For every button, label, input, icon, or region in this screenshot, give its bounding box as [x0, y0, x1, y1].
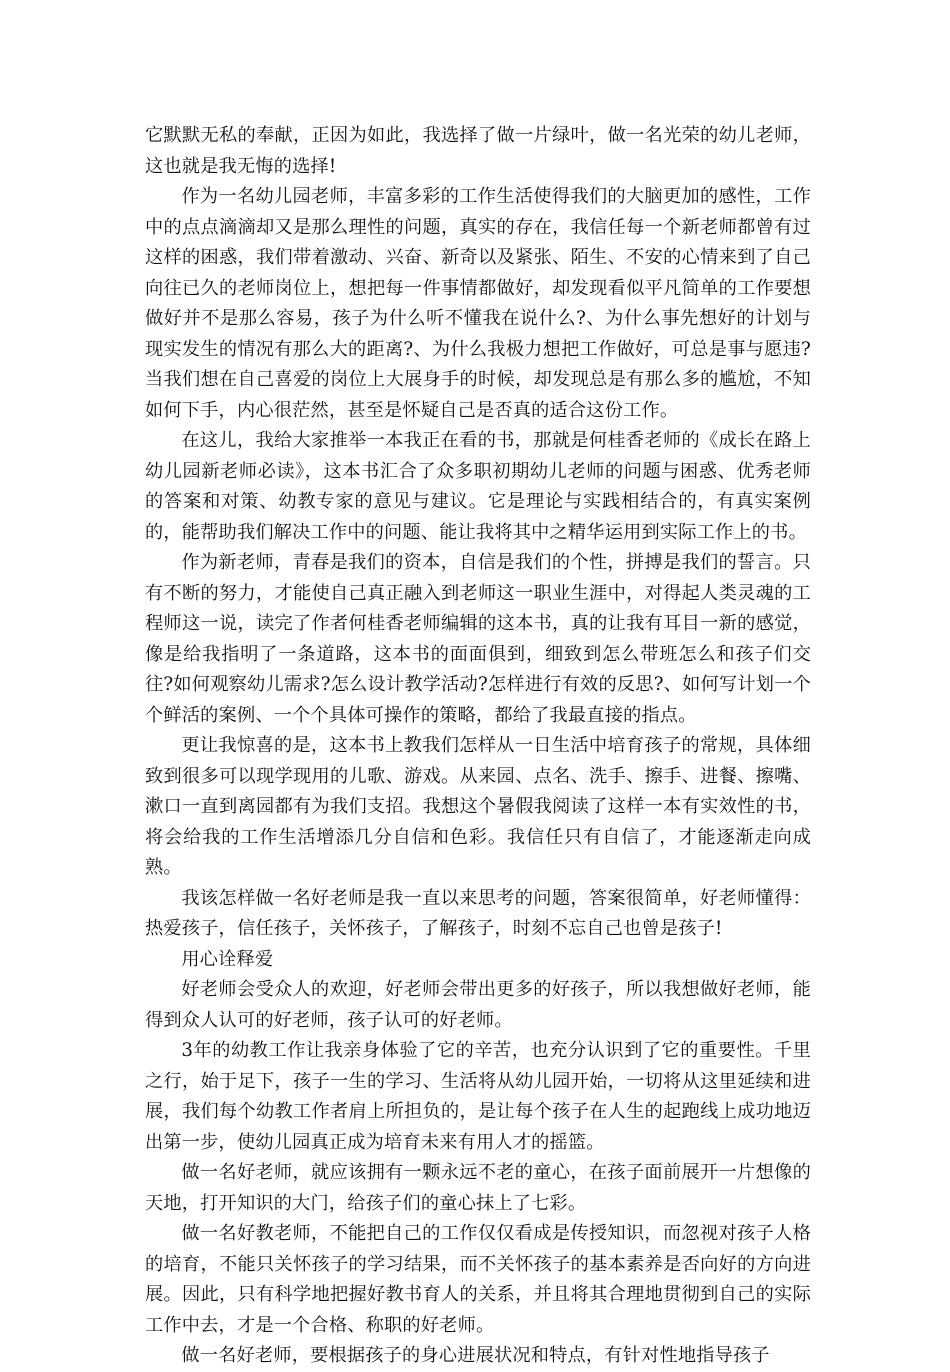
- paragraph: 作为新老师，青春是我们的资本，自信是我们的个性，拼搏是我们的誓言。只有不断的努力，才能使自己真正融入到老师这一职业生涯中，对得起人类灵魂的工程师这一说，读完了作者何桂香老师编辑的这本书，真的让我有耳目一新的感觉，像是给我指明了一条道路，这本书的面面俱到，细致到怎么带班怎么和孩子们交往?如何观察幼儿需求?怎么设计教学活动?怎样进行有效的反思?、如何写计划一个个鲜活的案例、一个个具体可操作的策略，都给了我最直接的指点。: [145, 552, 811, 726]
- paragraph: 它默默无私的奉献，正因为如此，我选择了做一片绿叶，做一名光荣的幼儿老师，这也就是我无悔的选择!: [145, 125, 811, 177]
- paragraph: 在这儿，我给大家推举一本我正在看的书，那就是何桂香老师的《成长在路上幼儿园新老师必读》，这本书汇合了众多职初期幼儿老师的问题与困惑、优秀老师的答案和对策、幼教专家的意见与建议。它是理论与实践相结合的，有真实案例的，能帮助我们解决工作中的问题、能让我将其中之精华运用到实际工作上的书。: [145, 430, 811, 543]
- paragraph: 做一名好老师，就应该拥有一颗永远不老的童心，在孩子面前展开一片想像的天地，打开知识的大门，给孩子们的童心抹上了七彩。: [145, 1162, 811, 1214]
- paragraph: 作为一名幼儿园老师，丰富多彩的工作生活使得我们的大脑更加的感性，工作中的点点滴滴却又是那么理性的问题，真实的存在，我信任每一个新老师都曾有过这样的困惑，我们带着激动、兴奋、新奇以及紧张、陌生、不安的心情来到了自己向往已久的老师岗位上，想把每一件事情都做好，却发现看似平凡简单的工作要想做好并不是那么容易，孩子为什么听不懂我在说什么?、为什么事先想好的计划与现实发生的情况有那么大的距离?、为什么我极力想把工作做好，可总是事与愿违?当我们想在自己喜爱的岗位上大展身手的时候，却发现总是有那么多的尴尬，不知如何下手，内心很茫然，甚至是怀疑自己是否真的适合这份工作。: [145, 186, 811, 421]
- paragraph: 做一名好老师，要根据孩子的身心进展状况和特点，有针对性地指导孩子: [181, 1345, 770, 1366]
- document-body: [145, 121, 811, 1372]
- paragraph: 我该怎样做一名好老师是我一直以来思考的问题，答案很简单，好老师懂得：热爱孩子，信任孩子，关怀孩子，了解孩子，时刻不忘自己也曾是孩子!: [145, 887, 811, 939]
- paragraph: 做一名好教老师，不能把自己的工作仅仅看成是传授知识，而忽视对孩子人格的培育，不能只关怀孩子的学习结果，而不关怀孩子的基本素养是否向好的方向进展。因此，只有科学地把握好教书育人的关系，并且将其合理地贯彻到自己的实际工作中去，才是一个合格、称职的好老师。: [145, 1223, 811, 1336]
- paragraph: 好老师会受众人的欢迎，好老师会带出更多的好孩子，所以我想做好老师，能得到众人认可的好老师，孩子认可的好老师。: [145, 979, 811, 1031]
- paragraph: 更让我惊喜的是，这本书上教我们怎样从一日生活中培育孩子的常规，具体细致到很多可以现学现用的儿歌、游戏。从来园、点名、洗手、擦手、进餐、擦嘴、漱口一直到离园都有为我们支招。我想这个暑假我阅读了这样一本有实效性的书，将会给我的工作生活增添几分自信和色彩。我信任只有自信了，才能逐渐走向成熟。: [145, 735, 811, 878]
- paragraph: 3年的幼教工作让我亲身体验了它的辛苦，也充分认识到了它的重要性。千里之行，始于足下，孩子一生的学习、生活将从幼儿园开始，一切将从这里延续和进展，我们每个幼教工作者肩上所担负的，是让每个孩子在人生的起跑线上成功地迈出第一步，使幼儿园真正成为培育未来有用人才的摇篮。: [145, 1040, 811, 1153]
- section-heading: 用心诠释爱: [181, 948, 274, 970]
